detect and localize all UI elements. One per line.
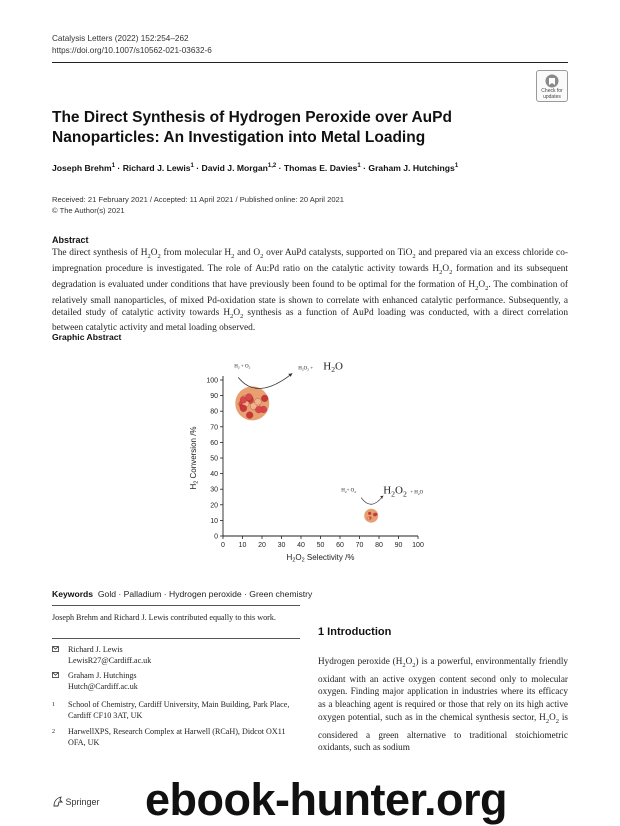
nanoparticle (255, 398, 262, 405)
author-list: Joseph Brehm$^1$ · Richard J. Lewis$^1$ · David J. Morgan$^{1,2}$ · Thomas E. Davies$^1$ · Graham J. Hutchings$^1$ (52, 163, 459, 173)
x-tick-label: 90 (394, 542, 403, 549)
nanoparticle (368, 512, 371, 515)
annotation-top-left: $H_2 + O_2$ (234, 364, 251, 370)
badge-line2: updates (543, 93, 561, 100)
author-affil: 1 (454, 163, 459, 170)
copyright: © The Author(s) 2021 (52, 205, 125, 215)
author-affil: 1 (357, 163, 361, 170)
x-tick-label: 20 (258, 542, 266, 549)
x-tick-label: 70 (355, 542, 364, 549)
keywords-text: Gold · Palladium · Hydrogen peroxide · Green chemistry (97, 589, 313, 599)
journal-citation: Catalysis Letters (2022) 152:254–262 (52, 34, 189, 43)
author-name[interactable]: Thomas E. Davies (283, 163, 358, 173)
affil-text: School of Chemistry, Cardiff University, Main Building, Park Place, Cardiff CF10 3AT, UK (68, 700, 290, 720)
author-name[interactable]: Graham J. Hutchings (368, 163, 455, 173)
keywords-label: Keywords (52, 589, 94, 599)
x-tick-label: 0 (221, 542, 225, 549)
reaction-arc (238, 373, 292, 388)
watermark: ebook-hunter.org (145, 774, 507, 825)
envelope-icon (52, 646, 59, 652)
envelope-icon (52, 672, 59, 678)
nanoparticle (255, 406, 262, 413)
footnote-rule (52, 605, 300, 606)
reaction-arc-small (361, 496, 383, 505)
y-tick-label: 20 (210, 502, 218, 510)
badge-line1: Check for (541, 88, 563, 94)
author-affil: 1,2 (267, 163, 277, 170)
affil-mark: 2 (52, 729, 55, 735)
y-tick-label: 70 (210, 424, 218, 432)
annotation-top-mid: $H_2O_2$ + (298, 366, 314, 372)
author-name[interactable]: David J. Morgan (201, 163, 268, 173)
abstract-heading: Abstract (52, 235, 89, 245)
annotation-bottom-left: $H_2+ O_2$ (341, 488, 357, 494)
check-for-updates-badge[interactable] (536, 70, 568, 102)
abstract-text: The direct synthesis of $H_2O_2$ from molecular $H_2$ and $O_2$ over AuPd catalysts, supported on TiO$_2$ and prepared via an excess chloride co-impregnation procedure is investigated. The role of Au:Pd ratio on the catalytic activity towards $H_2O_2$ formation and its subsequent degradation is evaluated under conditions that have previously been found to be optimal for the formation of $H_2O_2$. The combination of relatively small nanoparticles, of mixed Pd-oxidation state is shown to correlate with enhanced catalytic performance. Subsequently, a detailed study of catalytic activity towards $H_2O_2$ synthesis as a function of AuPd loading was conducted, with a direct correlation between catalytic activity and metal loading observed. (52, 248, 569, 334)
y-tick-label: 10 (210, 517, 218, 525)
author-affil: 1 (111, 163, 116, 170)
corr-email[interactable]: LewisR27@Cardiff.ac.uk (68, 655, 152, 665)
article-title: The Direct Synthesis of Hydrogen Peroxide over AuPd Nanoparticles: An Investigation into Metal Loading (52, 109, 452, 146)
date-history: Received: 21 February 2021 / Accepted: 11 April 2021 / Published online: 20 April 2021 (52, 195, 344, 204)
y-tick-label: 60 (210, 439, 218, 447)
footnote-rule-2 (52, 638, 300, 639)
introduction-text: Hydrogen peroxide $(H_2O_2)$ is a powerful, environmentally friendly oxidant with an active oxygen content second only to molecular oxygen. Finding major application in industries where its efficacy as a bleaching agent is required or those that rely on its high active oxygen potential, such as in the chemical synthesis sector, $H_2O_2$ is considered a green alternative to traditional stoichiometric oxidants, such as sodium (318, 656, 568, 753)
nanoparticle (374, 513, 377, 516)
journal-header (52, 33, 212, 57)
annotation-top-right: $H_2O$ (323, 360, 343, 375)
graphic-abstract-chart (183, 354, 443, 570)
corr-name: Richard J. Lewis (68, 645, 123, 654)
y-tick-label: 0 (214, 533, 218, 541)
nanoparticle (246, 412, 253, 419)
x-tick-label: 10 (238, 542, 247, 549)
data-point-large-particles (235, 386, 269, 420)
y-tick-label: 90 (210, 393, 218, 401)
graphic-abstract-heading: Graphic Abstract (52, 332, 122, 342)
nanoparticle (367, 517, 370, 520)
y-tick-label: 100 (206, 377, 218, 385)
publisher-name: Springer (65, 797, 100, 807)
keywords-line (52, 589, 312, 599)
annotation-bottom-right: + $H_2O$ (410, 490, 424, 496)
data-point-small-particles (364, 509, 378, 523)
y-tick-label: 30 (210, 486, 218, 494)
y-tick-label: 40 (210, 471, 218, 479)
contribution-note: Joseph Brehm and Richard J. Lewis contributed equally to this work. (52, 613, 276, 622)
y-axis-label: H2 Conversion /% (189, 426, 200, 490)
section-heading-introduction: 1 Introduction (318, 626, 392, 638)
author-affil: 1 (190, 163, 194, 170)
nanoparticle (240, 405, 247, 412)
corr-name: Graham J. Hutchings (68, 671, 137, 680)
doi-link[interactable]: https://doi.org/10.1007/s10562-021-03632-6 (52, 46, 212, 55)
y-tick-label: 80 (210, 408, 218, 416)
springer-horse-icon (52, 796, 63, 807)
x-tick-label: 80 (375, 542, 383, 549)
publication-dates (52, 195, 568, 216)
corr-email[interactable]: Hutch@Cardiff.ac.uk (68, 681, 138, 691)
nanoparticle (261, 395, 268, 402)
x-tick-label: 100 (412, 542, 424, 549)
x-tick-label: 40 (297, 542, 305, 549)
x-tick-label: 30 (277, 542, 286, 549)
affil-mark: 1 (52, 702, 55, 708)
x-tick-label: 60 (336, 542, 344, 549)
affil-text: HarwellXPS, Research Complex at Harwell (RCaH), Didcot OX11 OFA, UK (68, 727, 286, 747)
author-name[interactable]: Richard J. Lewis (122, 163, 191, 173)
author-name[interactable]: Joseph Brehm (52, 163, 112, 173)
x-axis-label: H2O2 Selectivity /% (286, 553, 355, 564)
publisher-logo (52, 796, 100, 807)
y-tick-label: 50 (210, 455, 218, 463)
nanoparticle (245, 394, 252, 401)
header-rule (52, 62, 568, 63)
annotation-bottom-mid: $H_2O_2$ (383, 484, 407, 499)
x-tick-label: 50 (316, 542, 325, 549)
